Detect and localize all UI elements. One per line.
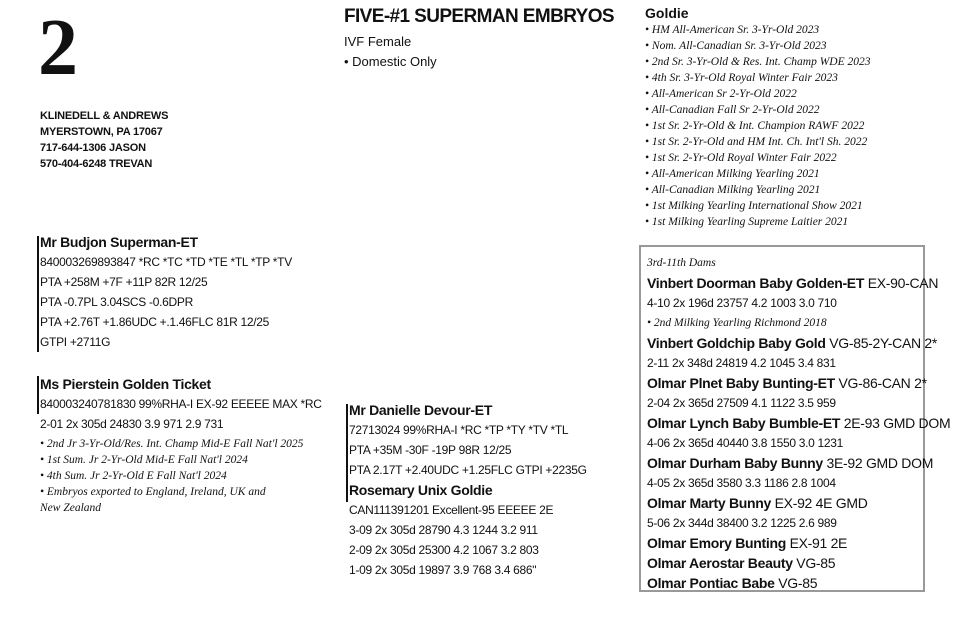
dam-block [40,374,322,516]
sire-pta-line: PTA -0.7PL 3.04SCS -0.6DPR [40,295,193,309]
dam-name: Ms Pierstein Golden Ticket [40,376,211,392]
maternal-sire-pta-line: PTA 2.17T +2.40UDC +1.25FLC GTPI +2235G [349,463,587,477]
award-item: • HM All-American Sr. 3-Yr-Old 2023 [645,24,820,36]
award-item: • 1st Sr. 2-Yr-Old & Int. Champion RAWF 2022 [645,120,865,132]
dam-entry-name [647,453,934,473]
dam-award: • 4th Sum. Jr 2-Yr-Old E Fall Nat'l 2024 [40,470,227,482]
consignor-location: MYERSTOWN, PA 17067 [40,126,163,138]
dam-entry-record: 2-11 2x 348d 24819 4.2 1045 3.4 831 [647,356,836,370]
granddam-name: Rosemary Unix Goldie [349,482,493,498]
sire-pta-line: PTA +258M +7F +11P 82R 12/25 [40,275,208,289]
maternal-block [349,400,587,580]
dam-entry-record: 5-06 2x 344d 38400 3.2 1225 2.6 989 [647,516,837,530]
granddam-record-line: 2-09 2x 305d 25300 4.2 1067 3.2 803 [349,543,539,557]
awards-heading: Goldie [645,5,689,21]
dam-entry-class: EX-91 2E [785,535,848,551]
dam-entry-class: VG-85 [774,575,818,591]
dam-entry-name-text: Olmar Marty Bunny [647,495,772,511]
award-item: • 1st Sr. 2-Yr-Old and HM Int. Ch. Int'l Sh. 2022 [645,136,868,148]
dam-entry-name [647,553,917,573]
dam-entry-name [647,493,917,513]
offering-details [344,32,437,72]
pedigree-line-dam [37,376,39,414]
dam-entry-class: 2E-93 GMD DOM [840,415,951,431]
dam-entry-name [647,273,939,293]
dam-entry-name-text: Olmar Lynch Baby Bumble-ET [647,415,841,431]
dam-entry-name-text: Olmar Aerostar Beauty [647,555,793,571]
dam-entry-name [647,333,938,353]
dam-record-line: 2-01 2x 305d 24830 3.9 971 2.9 731 [40,417,224,431]
award-item: • 1st Sr. 2-Yr-Old Royal Winter Fair 2022 [645,152,837,164]
dam-entry-name-text: Olmar Plnet Baby Bunting-ET [647,375,835,391]
award-item: • 4th Sr. 3-Yr-Old Royal Winter Fair 2023 [645,72,838,84]
maternal-sire-id-line: 72713024 99%RHA-I *RC *TP *TY *TV *TL [349,423,569,437]
sire-gtpi-line: GTPI +2711G [40,335,111,349]
goldie-awards [645,4,871,230]
award-item: • 2nd Sr. 3-Yr-Old & Res. Int. Champ WDE 2023 [645,56,871,68]
dam-award: • 1st Sum. Jr 2-Yr-Old Mid-E Fall Nat'l 2024 [40,454,248,466]
sire-block [40,232,292,352]
offering-bullet: • Domestic Only [344,54,437,69]
consignor-phone-1: 717-644-1306 JASON [40,142,146,154]
dam-entry-name-text: Olmar Durham Baby Bunny [647,455,823,471]
award-item: • All-American Milking Yearling 2021 [645,168,820,180]
dam-award: New Zealand [40,502,102,514]
dam-entry-name [647,373,927,393]
dam-entry-class: VG-86-CAN 2* [834,375,927,391]
dam-entry-name [647,413,951,433]
dam-entry-name-text: Vinbert Doorman Baby Golden-ET [647,275,865,291]
dam-entry-class: VG-85 [792,555,836,571]
dam-entry-name-text: Olmar Pontiac Babe [647,575,775,591]
dam-entry-class: EX-92 4E GMD [771,495,868,511]
dam-entry-class: VG-85-2Y-CAN 2* [825,335,938,351]
dam-entry-name [647,533,917,553]
lot-number: 2 [38,4,76,92]
dam-entry-record: 2-04 2x 365d 27509 4.1 1122 3.5 959 [647,396,836,410]
award-item: • 1st Milking Yearling International Show 2021 [645,200,863,212]
dam-entry-award: • 2nd Milking Yearling Richmond 2018 [647,317,827,329]
sire-id-line: 840003269893847 *RC *TC *TD *TE *TL *TP *TV [40,255,292,269]
pedigree-line-maternal [346,404,348,502]
award-item: • All-American Sr 2-Yr-Old 2022 [645,88,797,100]
granddam-id-line: CAN111391201 Excellent-95 EEEEE 2E [349,503,554,517]
consignor-phone-2: 570-404-6248 TREVAN [40,158,153,170]
granddam-record-line: 1-09 2x 305d 19897 3.9 768 3.4 686" [349,563,537,577]
dam-entry-class: 3E-92 GMD DOM [822,455,934,471]
dams-box [639,245,951,592]
offering-subtitle: IVF Female [344,34,412,49]
consignor-info [40,108,168,172]
dam-entry-record: 4-10 2x 196d 23757 4.2 1003 3.0 710 [647,296,837,310]
award-item: • All-Canadian Fall Sr 2-Yr-Old 2022 [645,104,820,116]
sire-pta-line: PTA +2.76T +1.86UDC +.1.46FLC 81R 12/25 [40,315,270,329]
offering-title: FIVE-#1 SUPERMAN EMBRYOS [344,6,614,27]
dam-entry-name [647,573,917,593]
dam-award: • Embryos exported to England, Ireland, UK and [40,486,266,498]
dam-entry-record: 4-06 2x 365d 40440 3.8 1550 3.0 1231 [647,436,844,450]
granddam-record-line: 3-09 2x 305d 28790 4.3 1244 3.2 911 [349,523,538,537]
dam-award: • 2nd Jr 3-Yr-Old/Res. Int. Champ Mid-E Fall Nat'l 2025 [40,438,304,450]
award-item: • Nom. All-Canadian Sr. 3-Yr-Old 2023 [645,40,827,52]
pedigree-line-sire [37,236,39,352]
consignor-name: KLINEDELL & ANDREWS [40,110,169,122]
dam-entry-name-text: Olmar Emory Bunting [647,535,786,551]
dam-entry-name-text: Vinbert Goldchip Baby Gold [647,335,826,351]
award-item: • 1st Milking Yearling Supreme Laitier 2021 [645,216,849,228]
sire-name: Mr Budjon Superman-ET [40,234,198,250]
dam-entry-record: 4-05 2x 365d 3580 3.3 1186 2.8 1004 [647,476,836,490]
maternal-sire-pta-line: PTA +35M -30F -19P 98R 12/25 [349,443,512,457]
dams-box-heading: 3rd-11th Dams [647,257,716,269]
dam-entry-class: EX-90-CAN [864,275,939,291]
award-item: • All-Canadian Milking Yearling 2021 [645,184,821,196]
maternal-sire-name: Mr Danielle Devour-ET [349,402,493,418]
dam-id-line: 840003240781830 99%RHA-I EX-92 EEEEE MAX *RC [40,397,322,411]
